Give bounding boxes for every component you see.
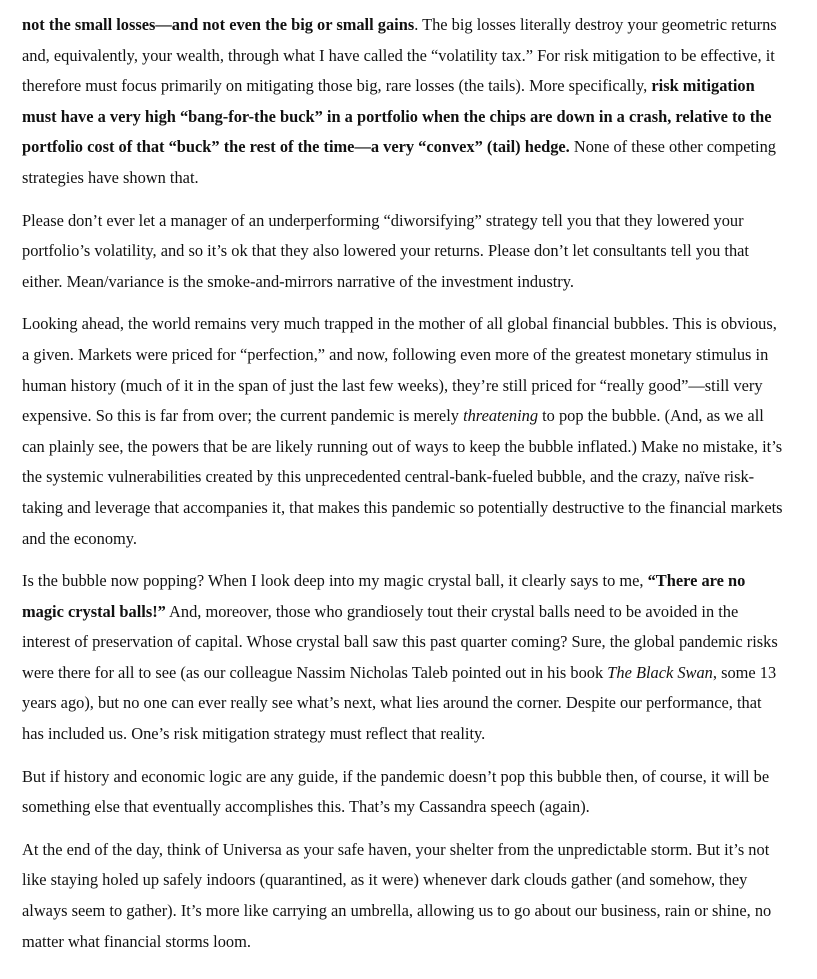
paragraph-text: Looking ahead, the world remains very much trapped in the mother of all global financial bubbles. This is obvious, a given. Markets were priced for “perfection,” and now, following even more of the greatest monetary stimulus in human history (much of it in the span of just the last few weeks), they’re still priced for “really good”—still very expensive. So this is far from over; the current pandemic is merely [22,314,777,426]
paragraph-text: Please don’t ever let a manager of an underperforming “diworsifying” strategy tell you that they lowered your portfolio’s volatility, and so it’s ok that they also lowered your returns. Please don’t let consultants tell you that either. Mean/variance is the smoke-and-mirrors narrative of the investment industry. [22,210,749,291]
paragraph-text: At the end of the day, think of Universa as your safe haven, your shelter from the unpredictable storm. But it’s not like staying holed up safely indoors (quarantined, as it were) whenever dark clouds gather (and somehow, they always seem to gather). It’s more like carrying an umbrella, allowing us to go about our business, rain or shine, no matter what financial storms loom. [22,839,772,951]
bold-phrase-small-losses: not the small losses—and not even the big or small gains [22,15,415,34]
paragraph-text: And, moreover, those who grandiosely tout their crystal balls need to be avoided in the interest of preservation of capital. Whose crystal ball saw this past quarter coming? Sure, the global pandemic risks were there for all to see (as our colleague Nassim Nicholas Taleb pointed out in his book [22,601,778,682]
book-title-black-swan: The Black Swan [607,662,713,682]
paragraph-diworsifying [22,206,787,298]
paragraph-text: None of these other competing strategies have shown that. [22,137,776,187]
bold-phrase-risk-mitigation: risk mitigation must have a very high “bang-for-the buck” in a portfolio when the chips are down in a crash, relative to the portfolio cost of that “buck” the rest of the time—a very “convex” (tail) hedge. [22,76,772,157]
paragraph-text: But if history and economic logic are any guide, if the pandemic doesn’t pop this bubble then, of course, it will be something else that eventually accomplishes this. That’s my Cassandra speech (again). [22,766,770,817]
paragraph-looking-ahead [22,309,787,554]
paragraph-safe-haven [22,835,787,957]
paragraph-crystal-ball [22,566,787,750]
paragraph-cassandra [22,762,787,823]
paragraph-text: to pop the bubble. (And, as we all can plainly see, the powers that be are likely running out of ways to keep the bubble inflated.) Make no mistake, it’s the systemic vulnerabilities created by this unprecedented central-bank-fueled bubble, and the crazy, naïve risk-taking and leverage that accompanies it, that makes this pandemic so potentially destructive to the financial markets and the economy. [22,406,783,548]
italic-word-threatening: threatening [463,406,539,426]
paragraph-volatility-tax [22,10,787,194]
paragraph-text: . The big losses literally destroy your geometric returns and, equivalently, your wealth, through what I have called the “volatility tax.” For risk mitigation to be effective, it therefore must focus primarily on mitigating those big, rare losses (the tails). More specifically, [22,15,777,96]
paragraph-text: , some 13 years ago), but no one can ever really see what’s next, what lies around the corner. Despite our performance, that has included us. One’s risk mitigation strategy must reflect that reality. [22,662,777,744]
bold-quote-no-crystal-balls: “There are no magic crystal balls!” [22,571,746,621]
paragraph-text: Is the bubble now popping? When I look deep into my magic crystal ball, it clearly says to me, [22,571,648,591]
